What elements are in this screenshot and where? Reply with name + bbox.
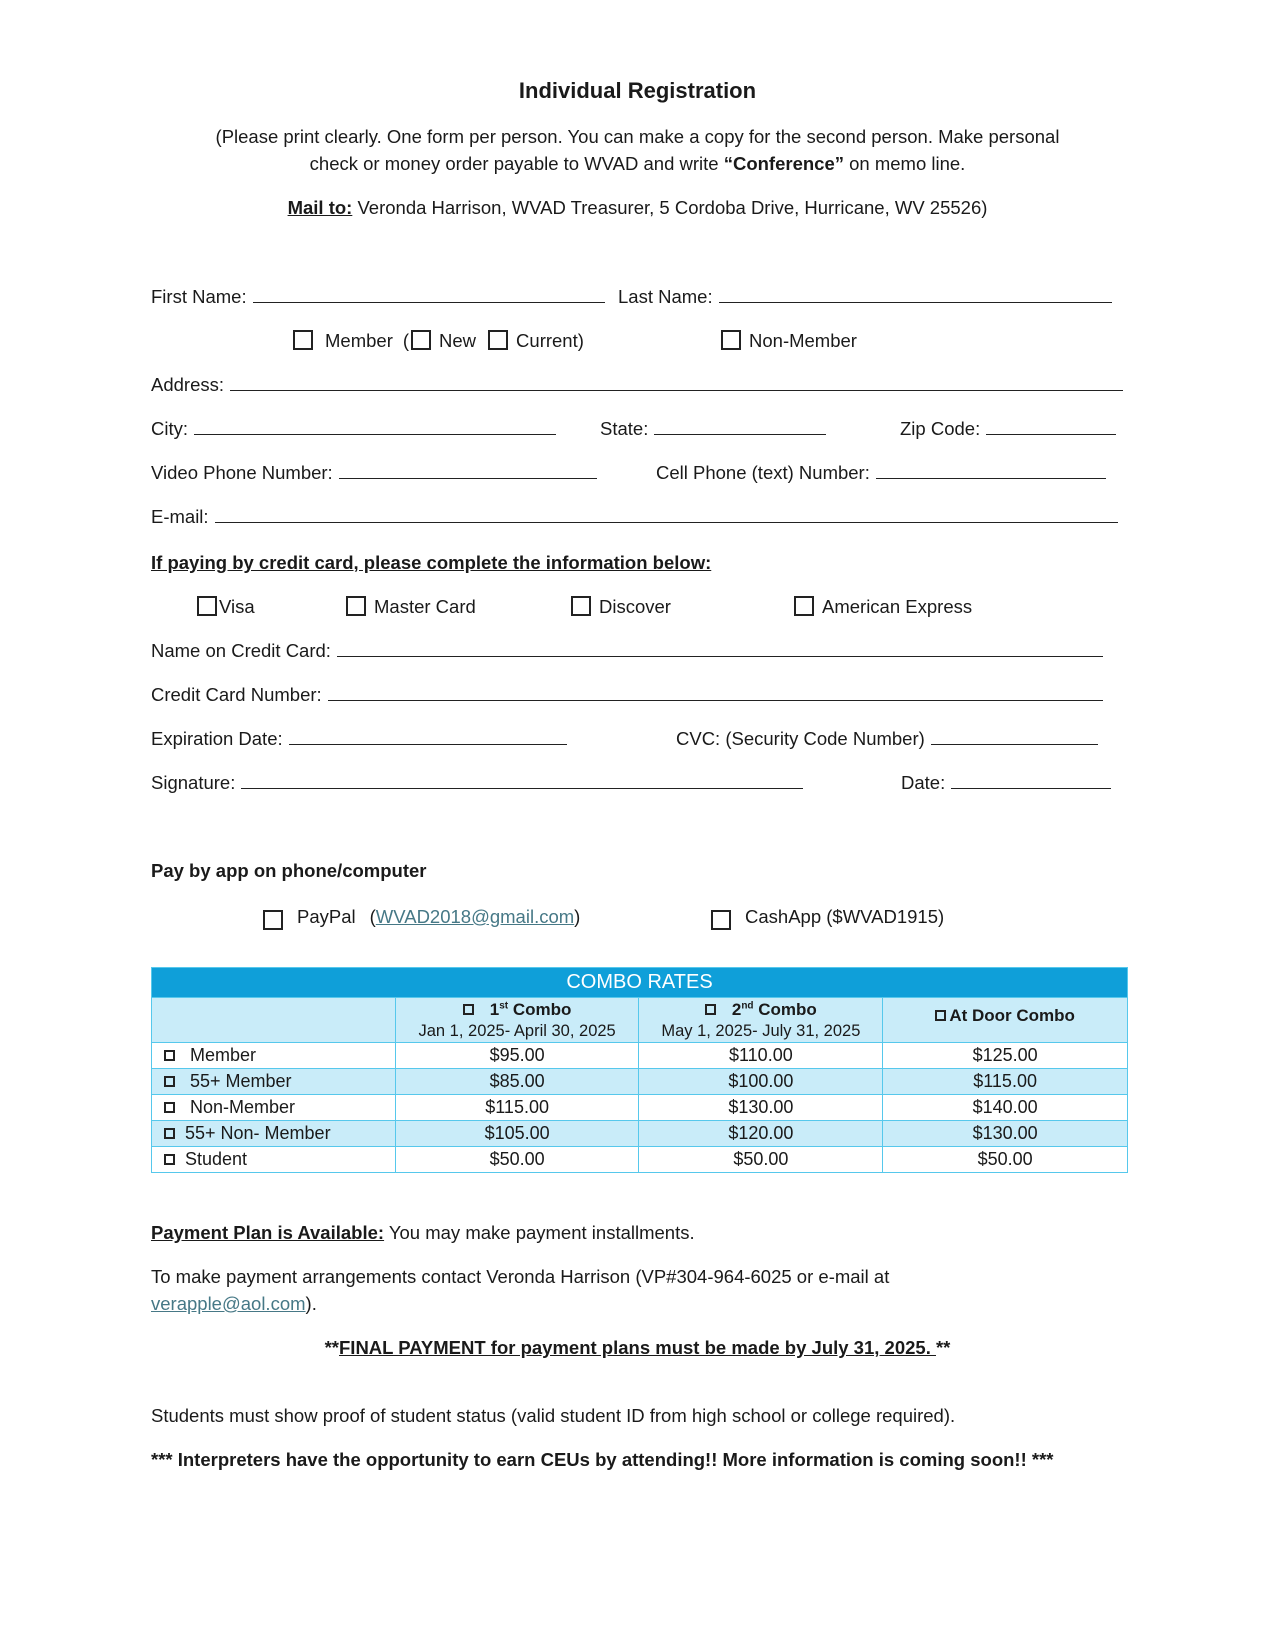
row-checkbox[interactable]: [164, 1128, 175, 1139]
table-row: [152, 1095, 1128, 1121]
final-stars-post: **: [935, 1337, 951, 1358]
contact-email-line: [151, 1293, 317, 1315]
table-row: [152, 1121, 1128, 1147]
visa-checkbox[interactable]: [197, 596, 217, 616]
at-door-checkbox[interactable]: [935, 1010, 946, 1021]
cell-phone-row: [656, 462, 1106, 484]
first-name-field[interactable]: [253, 286, 605, 303]
table-row: [152, 1069, 1128, 1095]
mastercard-checkbox[interactable]: [346, 596, 366, 616]
cvc-field[interactable]: [931, 728, 1098, 745]
address-field[interactable]: [230, 374, 1123, 391]
discover-label: Discover: [599, 596, 671, 617]
rate-cell: $130.00: [883, 1121, 1128, 1147]
non-member-checkbox[interactable]: [721, 330, 741, 350]
mail-to-address: Veronda Harrison, WVAD Treasurer, 5 Cordoba Drive, Hurricane, WV 25526): [352, 197, 988, 218]
card-number-field[interactable]: [328, 684, 1103, 701]
row-label: 55+ Non- Member: [185, 1123, 331, 1143]
combo-2-num: 2: [731, 1000, 742, 1019]
cell-phone-label: Cell Phone (text) Number:: [656, 462, 870, 483]
card-number-row: [151, 684, 1103, 706]
paypal-email-link[interactable]: WVAD2018@gmail.com: [375, 906, 575, 927]
student-proof-note: Students must show proof of student status (valid student ID from high school or college required).: [151, 1405, 956, 1426]
mastercard-label: Master Card: [374, 596, 476, 617]
rate-cell: $115.00: [883, 1069, 1128, 1095]
date-field[interactable]: [951, 772, 1111, 789]
expiration-row: [151, 728, 567, 750]
payment-plan-line: [151, 1222, 695, 1244]
payment-plan-text: You may make payment installments.: [384, 1222, 695, 1243]
last-name-row: [618, 286, 1112, 308]
row-label: Non-Member: [190, 1097, 296, 1117]
paypal-checkbox[interactable]: [263, 910, 283, 930]
cell-phone-field[interactable]: [876, 462, 1106, 479]
expiration-label: Expiration Date:: [151, 728, 283, 749]
amex-checkbox[interactable]: [794, 596, 814, 616]
state-label: State:: [600, 418, 649, 439]
zip-label: Zip Code:: [900, 418, 981, 439]
city-row: [151, 418, 556, 440]
first-name-label: First Name:: [151, 286, 247, 307]
signature-label: Signature:: [151, 772, 236, 793]
rate-cell: $130.00: [639, 1095, 883, 1121]
discover-option: [571, 596, 671, 618]
rate-cell: $120.00: [639, 1121, 883, 1147]
contact-email-link[interactable]: verapple@aol.com: [151, 1293, 306, 1314]
city-label: City:: [151, 418, 188, 439]
intro-conference-word: “Conference”: [723, 153, 844, 174]
intro-line-2-post: on memo line.: [843, 153, 966, 174]
date-row: [901, 772, 1111, 794]
app-pay-heading: Pay by app on phone/computer: [151, 860, 427, 881]
expiration-field[interactable]: [289, 728, 567, 745]
name-on-card-field[interactable]: [337, 640, 1103, 657]
card-number-label: Credit Card Number:: [151, 684, 322, 705]
rate-cell: $50.00: [639, 1147, 883, 1173]
contact-line: To make payment arrangements contact Veronda Harrison (VP#304-964-6025 or e-mail at: [151, 1266, 890, 1287]
rate-cell: $105.00: [395, 1121, 639, 1147]
name-on-card-row: [151, 640, 1103, 662]
zip-row: [900, 418, 1116, 440]
intro-line-2-pre: check or money order payable to WVAD and write: [309, 153, 724, 174]
contact-end: ).: [305, 1293, 317, 1314]
email-row: [151, 506, 1118, 528]
combo-rates-title: COMBO RATES: [152, 968, 1128, 998]
video-phone-label: Video Phone Number:: [151, 462, 333, 483]
rate-cell: $125.00: [883, 1043, 1128, 1069]
cvc-row: [676, 728, 1098, 750]
email-label: E-mail:: [151, 506, 209, 527]
final-payment-notice: [0, 1337, 1275, 1359]
cashapp-label: CashApp ($WVAD1915): [745, 906, 945, 927]
row-label: Student: [185, 1149, 248, 1169]
new-label: New: [439, 330, 477, 351]
current-label: Current): [516, 330, 584, 351]
state-row: [600, 418, 826, 440]
final-stars-pre: **: [324, 1337, 339, 1358]
rates-header-col-3: [883, 998, 1128, 1043]
amex-option: [794, 596, 972, 618]
city-field[interactable]: [194, 418, 556, 435]
rates-header-col-1: [395, 998, 639, 1043]
payment-plan-label: Payment Plan is Available:: [151, 1222, 385, 1243]
combo-1-label: Combo: [508, 1000, 572, 1019]
cvc-label: CVC: (Security Code Number): [676, 728, 925, 749]
rates-header-col-2: [639, 998, 883, 1043]
combo-1-num: 1: [489, 1000, 500, 1019]
table-row: [152, 1147, 1128, 1173]
video-phone-row: [151, 462, 597, 484]
current-checkbox[interactable]: [488, 330, 508, 350]
visa-option: [197, 596, 255, 618]
non-member-row: [721, 330, 857, 352]
intro-line-1: (Please print clearly. One form per person. You can make a copy for the second person. Make personal: [215, 126, 1060, 147]
at-door-label: At Door Combo: [949, 1006, 1075, 1025]
email-field[interactable]: [215, 506, 1118, 523]
row-checkbox[interactable]: [164, 1050, 175, 1061]
name-on-card-label: Name on Credit Card:: [151, 640, 331, 661]
signature-row: [151, 772, 803, 794]
row-label: 55+ Member: [190, 1071, 292, 1091]
visa-label: Visa: [219, 596, 255, 617]
combo-1-dates: Jan 1, 2025- April 30, 2025: [418, 1022, 616, 1040]
combo-1-checkbox[interactable]: [463, 1004, 474, 1015]
combo-2-checkbox[interactable]: [705, 1004, 716, 1015]
new-checkbox[interactable]: [411, 330, 431, 350]
ceu-note: *** Interpreters have the opportunity to earn CEUs by attending!! More information is coming soon!! ***: [151, 1449, 1054, 1470]
rate-cell: $140.00: [883, 1095, 1128, 1121]
address-label: Address:: [151, 374, 225, 395]
combo-2-dates: May 1, 2025- July 31, 2025: [661, 1022, 861, 1040]
row-checkbox[interactable]: [164, 1154, 175, 1165]
row-checkbox[interactable]: [164, 1076, 175, 1087]
rate-cell: $95.00: [395, 1043, 639, 1069]
final-payment-text: FINAL PAYMENT for payment plans must be made by July 31, 2025.: [339, 1337, 936, 1358]
last-name-label: Last Name:: [618, 286, 713, 307]
cashapp-option: [711, 906, 944, 930]
rate-cell: $100.00: [639, 1069, 883, 1095]
date-label: Date:: [901, 772, 946, 793]
member-label: Member: [325, 330, 393, 351]
table-row: [152, 1043, 1128, 1069]
rate-cell: $110.00: [639, 1043, 883, 1069]
zip-field[interactable]: [986, 418, 1116, 435]
mail-to-label: Mail to:: [287, 197, 353, 218]
state-field[interactable]: [654, 418, 826, 435]
last-name-field[interactable]: [719, 286, 1112, 303]
address-row: [151, 374, 1123, 396]
intro-line-2: [0, 153, 1275, 175]
member-checkbox[interactable]: [293, 330, 313, 350]
cashapp-checkbox[interactable]: [711, 910, 731, 930]
first-name-row: [151, 286, 605, 308]
row-label: Member: [190, 1045, 257, 1065]
combo-1-sup: st: [499, 1000, 509, 1012]
amex-label: American Express: [822, 596, 973, 617]
rate-cell: $50.00: [883, 1147, 1128, 1173]
mail-to-line: [0, 197, 1275, 219]
rates-header-blank: [152, 998, 396, 1043]
rate-cell: $115.00: [395, 1095, 639, 1121]
paypal-label: PayPal: [297, 906, 356, 927]
rate-cell: $50.00: [395, 1147, 639, 1173]
signature-field[interactable]: [241, 772, 803, 789]
paren-open: (: [402, 330, 410, 351]
mastercard-option: [346, 596, 476, 618]
discover-checkbox[interactable]: [571, 596, 591, 616]
combo-rates-table: [151, 967, 1128, 1173]
video-phone-field[interactable]: [339, 462, 597, 479]
combo-2-sup: nd: [741, 1000, 754, 1012]
combo-2-label: Combo: [753, 1000, 817, 1019]
row-checkbox[interactable]: [164, 1102, 175, 1113]
page-title: Individual Registration: [518, 78, 757, 103]
membership-row: [293, 330, 584, 352]
credit-card-heading: If paying by credit card, please complete the information below:: [151, 552, 712, 573]
non-member-label: Non-Member: [749, 330, 857, 351]
rate-cell: $85.00: [395, 1069, 639, 1095]
paypal-option: PayPal (WVAD2018@gmail.com): [263, 906, 580, 930]
